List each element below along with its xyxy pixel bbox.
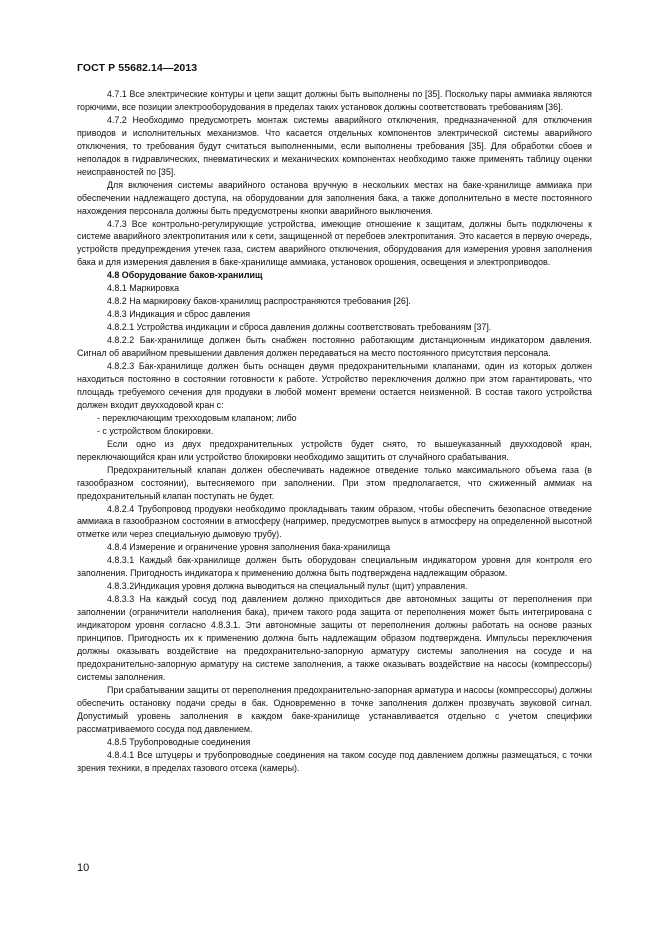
section-heading-4-8: 4.8 Оборудование баков-хранилищ (107, 270, 263, 281)
paragraph-4-8-3-2: 4.8.3.2Индикация уровня должна выводиться на специальный пульт (щит) управления. (107, 581, 468, 592)
list-item-locking-device: - с устройством блокировки. (97, 425, 214, 436)
paragraph-4-8-2-2: 4.8.2.2 Бак-хранилище должен быть снабжен постоянно работающим дистанционным индикатором давления. Сигнал об аварийном превышении давления должен передаваться на место постоянного присутствия персонала. (77, 335, 592, 359)
subheading-4-8-3: 4.8.3 Индикация и сброс давления (107, 309, 251, 320)
list-item-three-way-valve: - переключающим трехходовым клапаном; либо (97, 412, 297, 423)
paragraph-4-7-2: 4.7.2 Необходимо предусмотреть монтаж системы аварийного отключения, предназначенной для отключения приводов и исполнительных механизмов. Что касается отдельных компонентов электрической системы аварийного отключения, то требования будут считаться выполненными, если выполнены требования [35]. Для обработки сбоев и неполадок в гидравлических, пневматических и механических компонентах необходимо также применять таблицу оценки неисправностей по [35]. (77, 114, 592, 177)
document-body (77, 88, 592, 775)
paragraph-overfill-response: При срабатывании защиты от переполнения предохранительно-запорная арматура и насосы (компрессоры) должны обеспечить остановку подачи среды в бак. Одновременно в точке заполнения должен прозвучать звуковой сигнал. Допустимый уровень заполнения в каждом баке-хранилище устанавливается отдельно с учетом специфики рассматриваемого сосуда под давлением. (77, 684, 592, 734)
paragraph-4-7-3: 4.7.3 Все контрольно-регулирующие устройства, имеющие отношение к защитам, должны быть подключены к системе аварийного электропитания или к сети, защищенной от перебоев электропитания. Это касается в первую очередь, устройств предупреждения утечек газа, систем аварийного отключения, оборудования для измерения уровня заполнения бака и для измерения давления в баке-хранилище аммиака, установок орошения, освещения и электроприводов. (77, 218, 592, 268)
paragraph-4-8-2-3: 4.8.2.3 Бак-хранилище должен быть оснащен двумя предохранительными клапанами, один из которых должен находиться постоянно в состоянии готовности к работе. Устройство переключения должно при этом гарантировать, что площадь требуемого сечения для продувки в любой момент времени остается неизменной. В состав такого устройства должен входит двухходовой кран с: (77, 361, 592, 410)
paragraph-4-8-3-1: 4.8.3.1 Каждый бак-хранилище должен быть оборудован специальным индикатором уровня для контроля его заполнения. Пригодность индикатора к применению должна быть подтверждена надлежащим образом. (77, 555, 592, 579)
paragraph-device-removed: Если одно из двух предохранительных устройств будет снято, то вышеуказанный двухходовой кран, переключающийся кран или устройство блокировки необходимо защитить от случайного срабатывания. (77, 438, 592, 462)
subheading-4-8-1: 4.8.1 Маркировка (107, 283, 180, 294)
paragraph-safety-valve: Предохранительный клапан должен обеспечивать надежное отведение только максимального объема газа (в газообразном состоянии), вытесняемого при заполнении. При этом предполагается, что сжиженный аммиак на предохранительный клапан поступать не будет. (77, 464, 592, 501)
document-header: ГОСТ Р 55682.14—2013 (77, 62, 198, 74)
paragraph-emergency-stop: Для включения системы аварийного останова вручную в нескольких местах на баке-хранилище аммиака при обеспечении надлежащего доступа, на оборудовании для заполнения бака, а также дополнительно в месте постоянного нахождения персонала должны быть предусмотрены кнопки аварийного выключения. (77, 179, 592, 216)
paragraph-4-8-2-1: 4.8.2.1 Устройства индикации и сброса давления должны соответствовать требованиям [37]. (107, 322, 492, 333)
page-number: 10 (77, 862, 90, 874)
paragraph-4-8-4-1: 4.8.4.1 Все штуцеры и трубопроводные соединения на таком сосуде под давлением должны размещаться, с точки зрения техники, в пределах газового отсека (камеры). (77, 749, 592, 773)
subheading-4-8-4: 4.8.4 Измерение и ограничение уровня заполнения бака-хранилища (107, 542, 391, 553)
paragraph-4-8-2-4: 4.8.2.4 Трубопровод продувки необходимо прокладывать таким образом, чтобы обеспечить безопасное отведение аммиака в газообразном состоянии в атмосферу (например, предусмотрев выпуск в атмосферу на определенной высотной отметке или через специальную дымовую трубу). (77, 503, 592, 540)
paragraph-4-7-1: 4.7.1 Все электрические контуры и цепи защит должны быть выполнены по [35]. Поскольку пары аммиака являются горючими, все позиции электрооборудования в пределах таких установок должны соответствовать требованиям [36]. (77, 89, 592, 112)
paragraph-4-8-2: 4.8.2 На маркировку баков-хранилищ распространяются требования [26]. (107, 296, 411, 307)
paragraph-4-8-3-3: 4.8.3.3 На каждый сосуд под давлением должно приходиться две автономных защиты от переполнения при заполнении (ограничители наполнения бака), причем такого рода защита от переполнения может быть интегрирована с индикатором уровня согласно 4.8.3.1. Эти автономные защиты от переполнения должны работать на основе разных принципов. Пригодность их к применению должна быть надлежащим образом подтверждена. Импульсы переключения должны оказывать воздействие на предохранительно-запорную арматуру системы заполнения на сосуде и на предохранительно-запорную арматуру на системе заполнения, а также оказывать воздействие на насосы (компрессоры) системы заполнения. (77, 594, 592, 682)
subheading-4-8-5: 4.8.5 Трубопроводные соединения (107, 736, 251, 747)
